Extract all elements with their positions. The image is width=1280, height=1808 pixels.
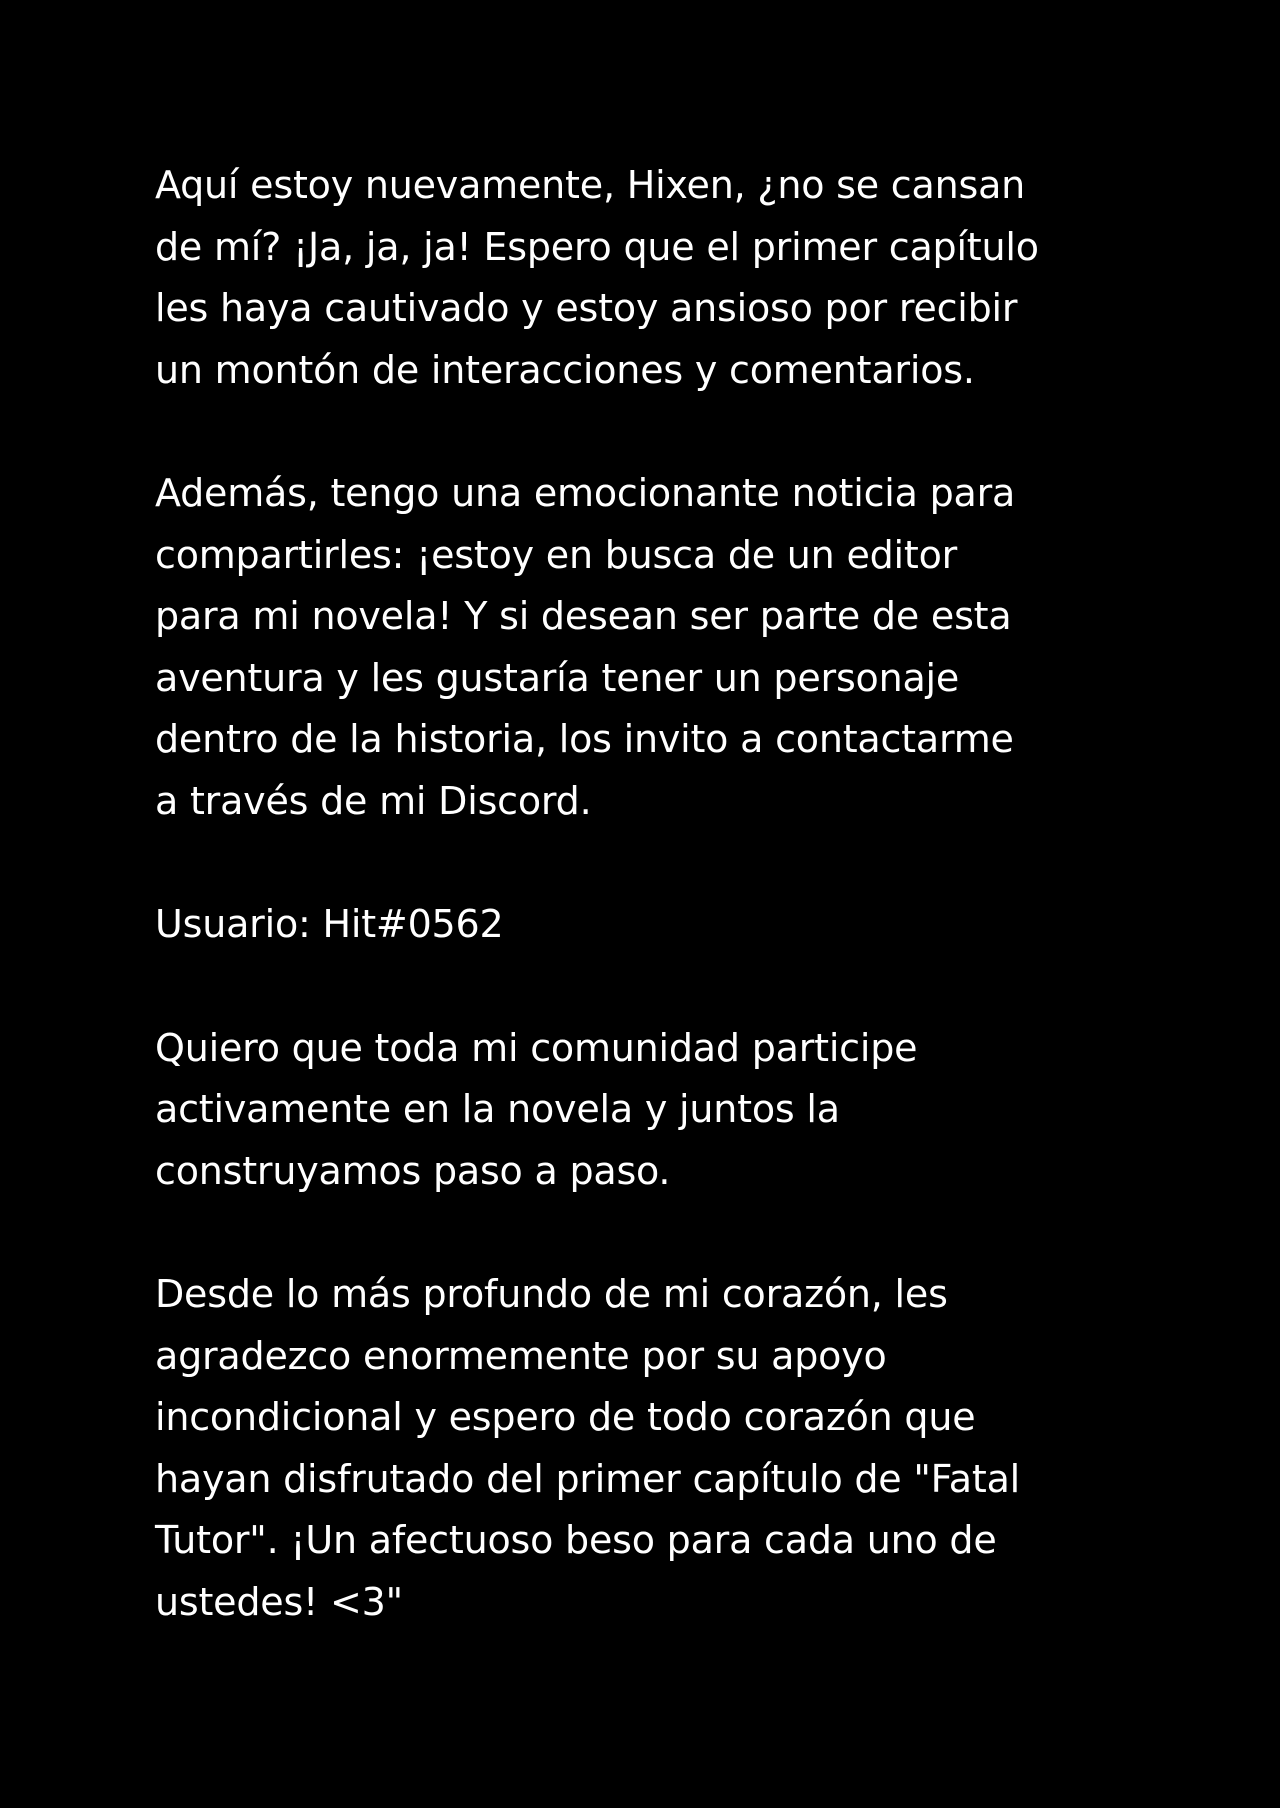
message-text <box>155 155 1155 1695</box>
paragraph-greeting <box>155 155 1155 401</box>
text-line: activamente en la novela y juntos la <box>155 1087 840 1131</box>
text-line: Quiero que toda mi comunidad participe <box>155 1025 918 1070</box>
text-line: ustedes! <3" <box>155 1579 403 1624</box>
paragraph-thanks <box>155 1264 1155 1633</box>
discord-username: Usuario: Hit#0562 <box>155 902 504 946</box>
text-line: de mí? ¡Ja, ja, ja! Espero que el primer capítulo <box>155 224 1039 269</box>
text-line: aventura y les gustaría tener un personaje <box>155 655 960 700</box>
text-line: Aquí estoy nuevamente, Hixen, ¿no se cansan <box>155 163 1026 207</box>
text-line: para mi novela! Y si desean ser parte de esta <box>155 594 1012 638</box>
text-line: incondicional y espero de todo corazón que <box>155 1395 976 1439</box>
text-line: agradezco enormemente por su apoyo <box>155 1333 887 1378</box>
paragraph-community <box>155 1018 1155 1203</box>
text-line: Tutor". ¡Un afectuoso beso para cada uno de <box>155 1518 997 1562</box>
text-line: construyamos paso a paso. <box>155 1148 671 1193</box>
text-line: dentro de la historia, los invito a contactarme <box>155 717 1014 761</box>
text-line: un montón de interacciones y comentarios. <box>155 347 975 392</box>
paragraph-announcement <box>155 463 1155 832</box>
text-line: hayan disfrutado del primer capítulo de "Fatal <box>155 1456 1021 1501</box>
text-line: Desde lo más profundo de mi corazón, les <box>155 1272 948 1316</box>
text-line: les haya cautivado y estoy ansioso por recibir <box>155 286 1018 330</box>
paragraph-discord-user <box>155 894 1155 956</box>
text-line: Además, tengo una emocionante noticia para <box>155 471 1016 515</box>
text-line: a través de mi Discord. <box>155 778 592 823</box>
text-line: compartirles: ¡estoy en busca de un editor <box>155 532 958 577</box>
